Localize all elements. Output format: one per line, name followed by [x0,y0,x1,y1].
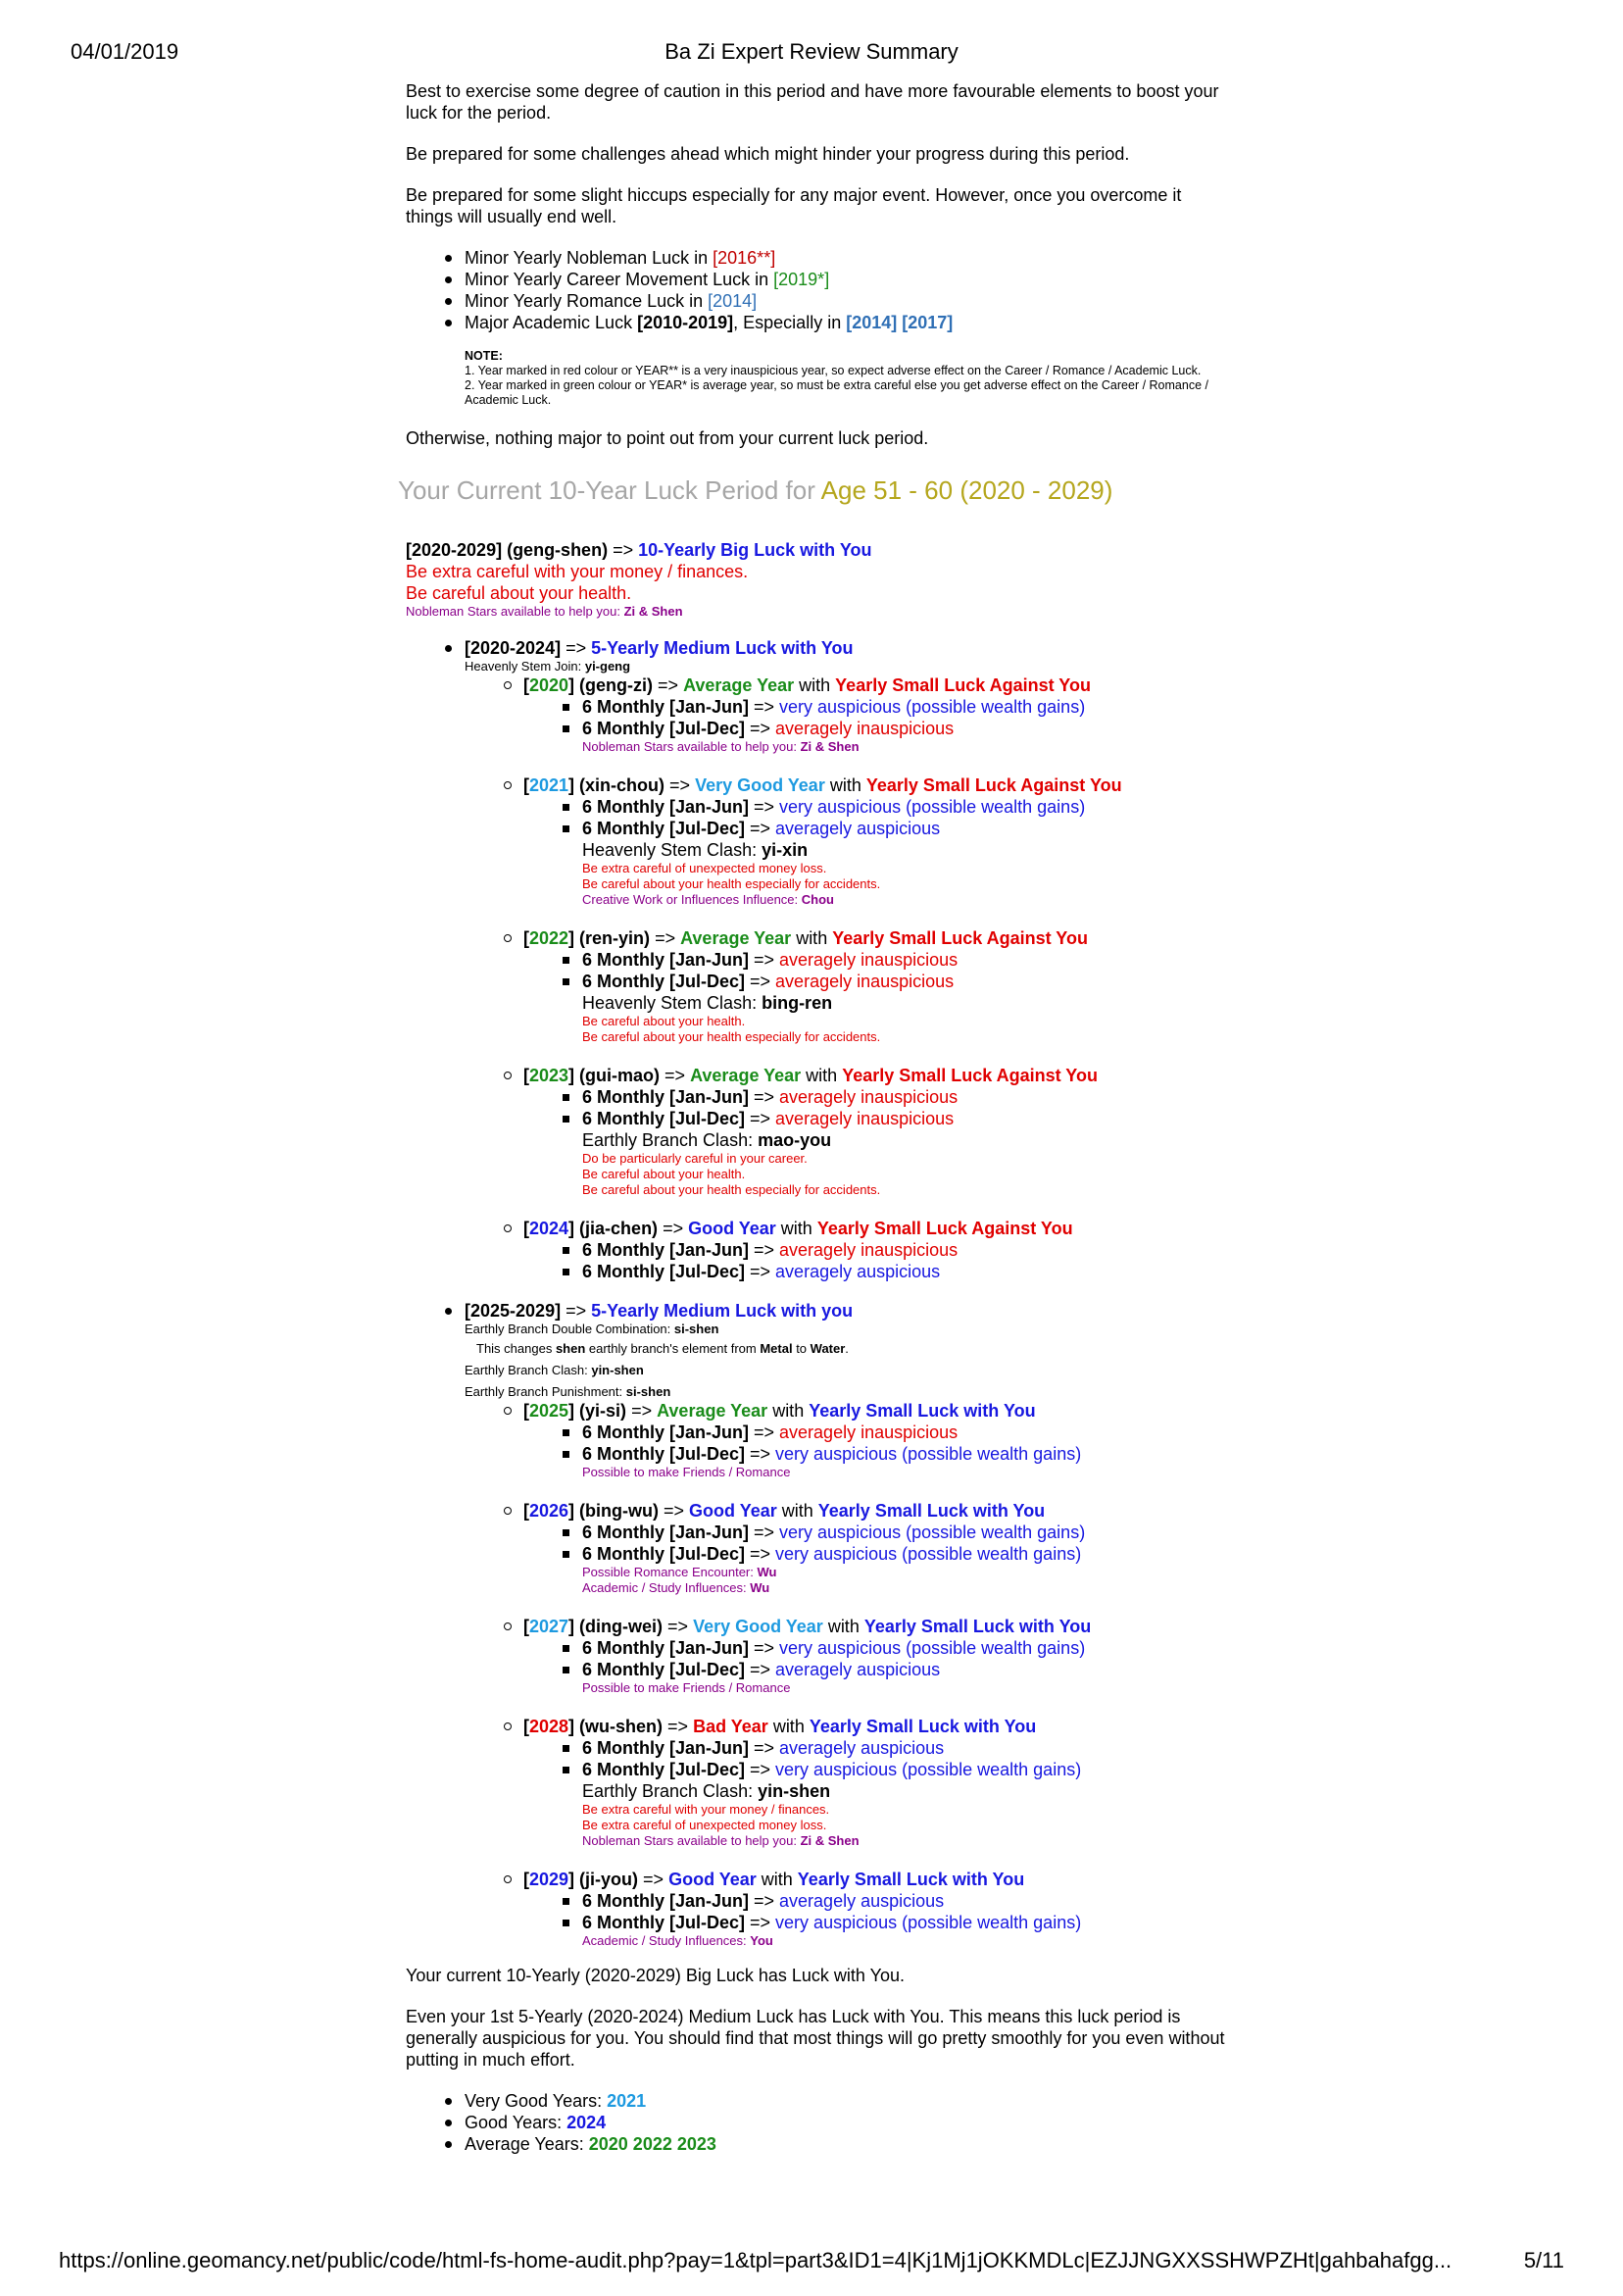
intro-paragraph-2: Be prepared for some challenges ahead which might hinder your progress during this period. [406,144,1130,164]
big-luck-block: [2020-2029] (geng-shen) => 10-Yearly Big Luck with You Be extra careful with your money / finances. Be careful about your health. Nobleman Stars available to help you: Zi & Shen [406,540,872,619]
section-heading: Your Current 10-Year Luck Period for Age 51 - 60 (2020 - 2029) [398,475,1113,505]
intro-paragraph-1: Best to exercise some degree of caution in this period and have more favourable elements to boost your luck for the period. [406,81,1219,123]
list-item: Minor Yearly Romance Luck in [2014] [465,290,1229,312]
report-content [398,80,1229,2155]
year-entry-2027: [2027] (ding-wei) => Very Good Year with Yearly Small Luck with You 6 Monthly [Jan-Jun] => very auspicious (possible wealth gains) 6 Monthly [Jul-Dec] => averagely auspicious Possible to make Friends / Romance [523,1616,1229,1696]
medium-luck-period-1: [2020-2024] => 5-Yearly Medium Luck with You Heavenly Stem Join: yi-geng [2020] (geng-zi) => Average Year with Yearly Small Luck Against You 6 Monthly [Jan-Jun] => very auspicious (possible wealth gains) 6 Monthly [Jul-Dec] => averagely inauspicious Nobleman Stars available to help you: Zi & Shen [2021] (xin-chou) => Very Good Year with Yearly Small Luck Against You 6 Monthly [Jan-Jun] => very auspicious (possible wealth gains) 6 Monthly [Jul-Dec] => averagely auspicious Heavenly Stem Clash: yi-xin Be extra careful of unexpected money loss. Be careful about your health especially for accidents. Creative Work or Influences Influence: Chou [2022] (ren-yin) => Average Year with Yearly Small Luck Against You 6 Monthly [Jan-Jun] => averagely inauspicious 6 Monthly [Jul-Dec] => averagely inauspicious Heavenly Stem Clash: bing-ren Be careful about your health. Be careful about your health especially for accidents. [2023] (gui-mao) => Average Year with Yearly Small Luck Against You 6 Monthly [Jan-Jun] => averagely inauspicious 6 Monthly [Jul-Dec] => averagely inauspicious Earthly Branch Clash: mao-you Do be particularly careful in your career. Be careful about your health. Be careful about your health especially for accidents. [2024] (jia-chen) => Good Year with Yearly Small Luck Against You 6 Monthly [Jan-Jun] => averagely inauspicious 6 Monthly [Jul-Dec] => averagely auspicious [465,637,1229,1282]
intro-paragraph-4: Otherwise, nothing major to point out from your current luck period. [406,428,929,448]
footer-page-number: 5/11 [1523,2248,1564,2272]
year-entry-2029: [2029] (ji-you) => Good Year with Yearly Small Luck with You 6 Monthly [Jan-Jun] => averagely auspicious 6 Monthly [Jul-Dec] => very auspicious (possible wealth gains) Academic / Study Influences: You [523,1869,1229,1949]
medium-luck-list [406,637,1229,1949]
year-entry-2025: [2025] (yi-si) => Average Year with Yearly Small Luck with You 6 Monthly [Jan-Jun] => averagely inauspicious 6 Monthly [Jul-Dec] => very auspicious (possible wealth gains) Possible to make Friends / Romance [523,1400,1229,1480]
note-block: NOTE: 1. Year marked in red colour or YEAR** is a very inauspicious year, so expect adverse effect on the Career / Romance / Academic Luck. 2. Year marked in green colour or YEAR* is average year, so must be extra careful else you get adverse effect on the Career / Romance / Academic Luck. [465,349,1208,407]
header-title: Ba Zi Expert Review Summary [664,39,959,64]
year-entry-2024: [2024] (jia-chen) => Good Year with Yearly Small Luck Against You 6 Monthly [Jan-Jun] => averagely inauspicious 6 Monthly [Jul-Dec] => averagely auspicious [523,1218,1229,1282]
list-item: Average Years: 2020 2022 2023 [465,2133,1229,2155]
summary-paragraph-1: Your current 10-Yearly (2020-2029) Big Luck has Luck with You. [406,1966,905,1985]
intro-luck-list [406,247,1229,333]
intro-paragraph-3: Be prepared for some slight hiccups especially for any major event. However, once you overcome it things will usually end well. [406,185,1182,226]
year-entry-2028: [2028] (wu-shen) => Bad Year with Yearly Small Luck with You 6 Monthly [Jan-Jun] => averagely auspicious 6 Monthly [Jul-Dec] => very auspicious (possible wealth gains) Earthly Branch Clash: yin-shen Be extra careful with your money / finances. Be extra careful of unexpected money loss. Nobleman Stars available to help you: Zi & Shen [523,1716,1229,1849]
year-entry-2021: [2021] (xin-chou) => Very Good Year with Yearly Small Luck Against You 6 Monthly [Jan-Jun] => very auspicious (possible wealth gains) 6 Monthly [Jul-Dec] => averagely auspicious Heavenly Stem Clash: yi-xin Be extra careful of unexpected money loss. Be careful about your health especially for accidents. Creative Work or Influences Influence: Chou [523,774,1229,908]
list-item: Minor Yearly Nobleman Luck in [2016**] [465,247,1229,269]
list-item: Very Good Years: 2021 [465,2090,1229,2112]
year-entry-2023: [2023] (gui-mao) => Average Year with Yearly Small Luck Against You 6 Monthly [Jan-Jun] => averagely inauspicious 6 Monthly [Jul-Dec] => averagely inauspicious Earthly Branch Clash: mao-you Do be particularly careful in your career. Be careful about your health. Be careful about your health especially for accidents. [523,1065,1229,1198]
year-entry-2022: [2022] (ren-yin) => Average Year with Yearly Small Luck Against You 6 Monthly [Jan-Jun] => averagely inauspicious 6 Monthly [Jul-Dec] => averagely inauspicious Heavenly Stem Clash: bing-ren Be careful about your health. Be careful about your health especially for accidents. [523,927,1229,1045]
summary-years-list [406,2090,1229,2155]
list-item: Major Academic Luck [2010-2019], Especially in [2014] [2017] [465,312,1229,333]
summary-paragraph-2: Even your 1st 5-Yearly (2020-2024) Medium Luck has Luck with You. This means this luck period is generally auspicious for you. You should find that most things will go pretty smoothly for you even without putting in much effort. [406,2007,1225,2070]
list-item: Minor Yearly Career Movement Luck in [2019*] [465,269,1229,290]
year-entry-2020: [2020] (geng-zi) => Average Year with Yearly Small Luck Against You 6 Monthly [Jan-Jun] => very auspicious (possible wealth gains) 6 Monthly [Jul-Dec] => averagely inauspicious Nobleman Stars available to help you: Zi & Shen [523,674,1229,755]
medium-luck-period-2: [2025-2029] => 5-Yearly Medium Luck with you Earthly Branch Double Combination: si-shen This changes shen earthly branch's element from Metal to Water. Earthly Branch Clash: yin-shen Earthly Branch Punishment: si-shen [2025] (yi-si) => Average Year with Yearly Small Luck with You 6 Monthly [Jan-Jun] => averagely inauspicious 6 Monthly [Jul-Dec] => very auspicious (possible wealth gains) Possible to make Friends / Romance [2026] (bing-wu) => Good Year with Yearly Small Luck with You 6 Monthly [Jan-Jun] => very auspicious (possible wealth gains) 6 Monthly [Jul-Dec] => very auspicious (possible wealth gains) Possible Romance Encounter: Wu Academic / Study Influences: Wu [2027] (ding-wei) => Very Good Year with Yearly Small Luck with You 6 Monthly [Jan-Jun] => very auspicious (possible wealth gains) 6 Monthly [Jul-Dec] => averagely auspicious Possible to make Friends / Romance [2028] (wu-shen) => Bad Year with Yearly Small Luck with You 6 Monthly [Jan-Jun] => averagely auspicious 6 Monthly [Jul-Dec] => very auspicious (possible wealth gains) Earthly Branch Clash: yin-shen Be extra careful with your money / finances. Be extra careful of unexpected money loss. Nobleman Stars available to help you: Zi & Shen [2029] (ji-you) => Good Year with Yearly Small Luck with You 6 Monthly [Jan-Jun] => averagely auspicious 6 Monthly [Jul-Dec] => very auspicious (possible wealth gains) Academic / Study Influences: You [465,1300,1229,1949]
header-date: 04/01/2019 [71,39,179,64]
list-item: Good Years: 2024 [465,2112,1229,2133]
footer-url: https://online.geomancy.net/public/code/html-fs-home-audit.php?pay=1&tpl=part3&ID1=4|Kj1Mj1jOKKMDLc|EZJJNGXXSSHWPZHt|gahbahafgg... [59,2248,1452,2272]
year-entry-2026: [2026] (bing-wu) => Good Year with Yearly Small Luck with You 6 Monthly [Jan-Jun] => very auspicious (possible wealth gains) 6 Monthly [Jul-Dec] => very auspicious (possible wealth gains) Possible Romance Encounter: Wu Academic / Study Influences: Wu [523,1500,1229,1596]
